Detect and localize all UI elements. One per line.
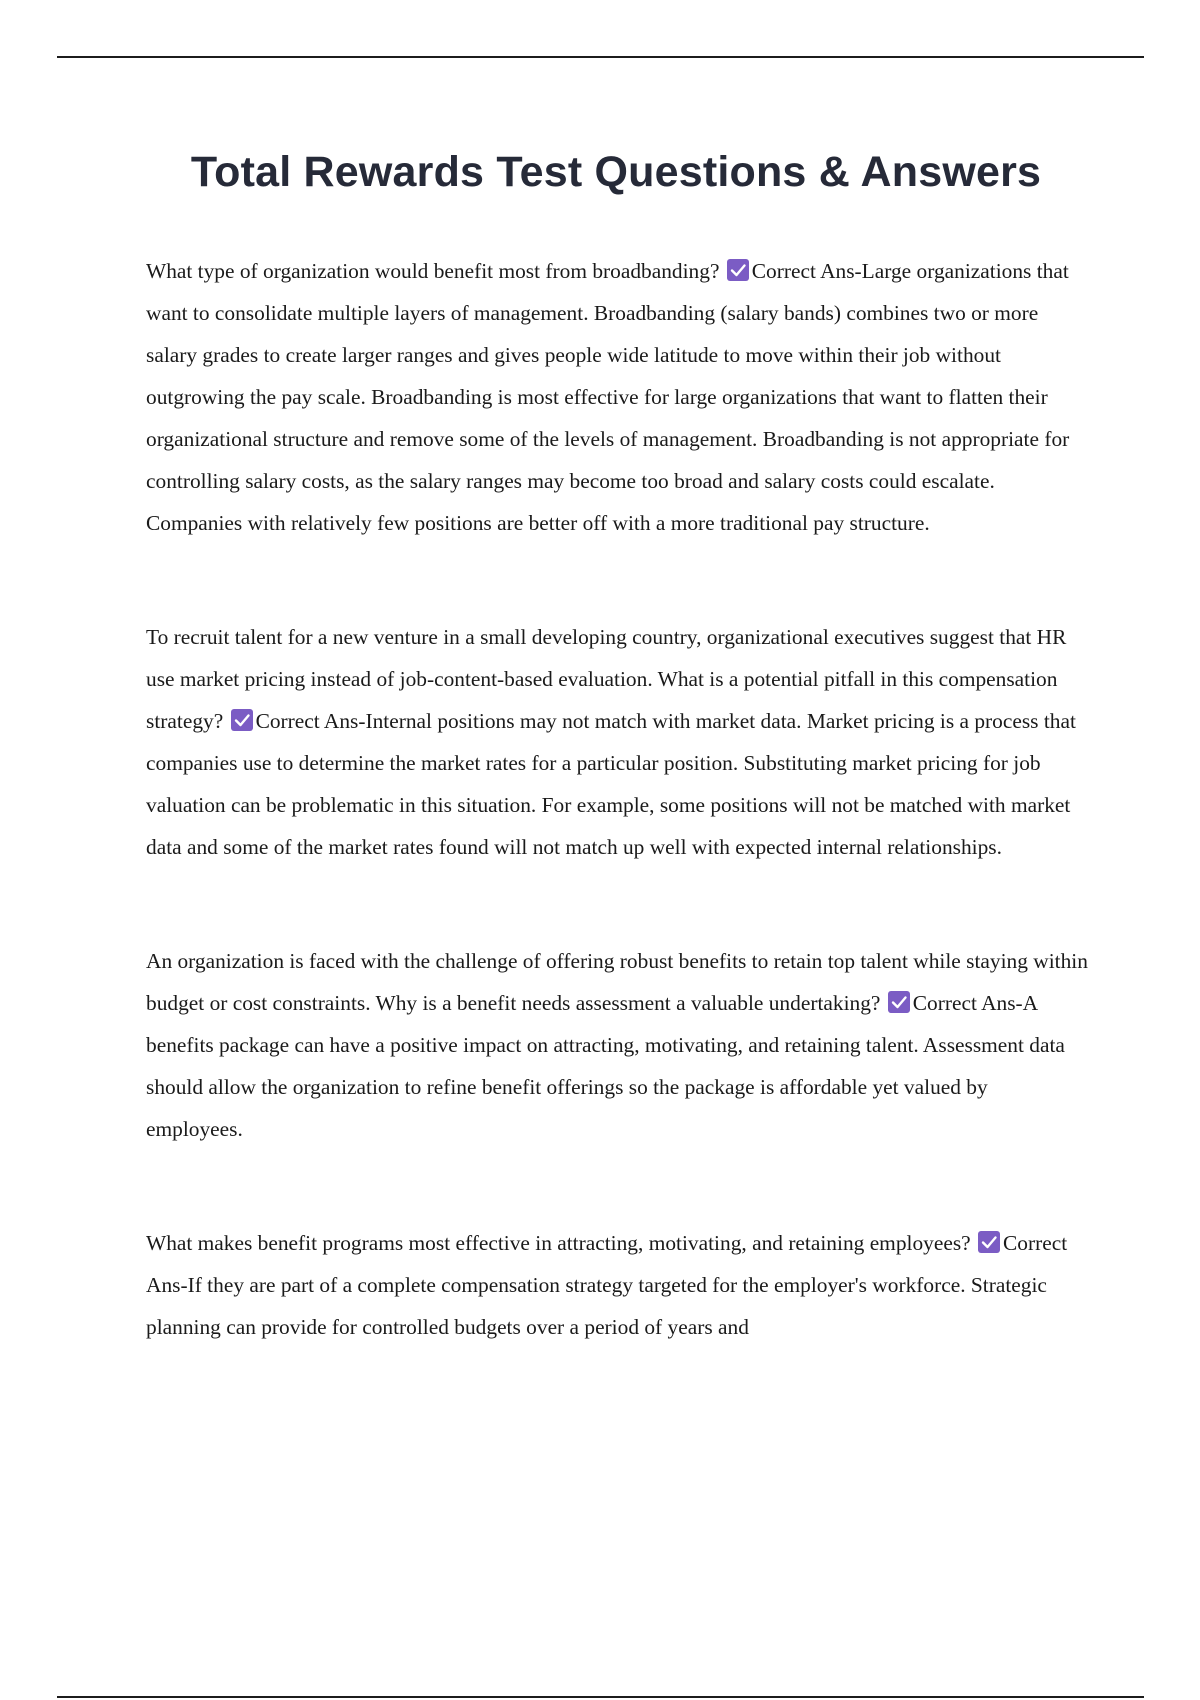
bottom-rule [57,1696,1144,1698]
question-text: An organization is faced with the challenge of offering robust benefits to retain top talent while staying within budget or cost constraints. Why is a benefit needs assessment a valuable undertaking? [146,949,1088,1015]
top-rule [57,56,1144,58]
check-box-icon [978,1231,1000,1253]
question-text: To recruit talent for a new venture in a small developing country, organizational executives suggest that HR use market pricing instead of job-content-based evaluation. What is a potential pitfall in this compensation strategy? [146,625,1067,733]
check-box-icon [231,709,253,731]
qa-item-1 [146,250,1088,544]
qa-item-3 [146,940,1088,1150]
answer-text: Correct Ans-If they are part of a complete compensation strategy targeted for the employer's workforce. Strategic planning can provide for controlled budgets over a period of years and [146,1231,1068,1339]
question-text: What type of organization would benefit most from broadbanding? [146,259,725,283]
answer-text: Correct Ans-Internal positions may not match with market data. Market pricing is a process that companies use to determine the market rates for a particular position. Substituting market pricing for job valuation can be problematic in this situation. For example, some positions will not be matched with market data and some of the market rates found will not match up well with expected internal relationships. [146,709,1076,859]
answer-text: Correct Ans-A benefits package can have a positive impact on attracting, motivating, and retaining talent. Assessment data should allow the organization to refine benefit offerings so the package is affordable yet valued by employees. [146,991,1065,1141]
answer-text: Correct Ans-Large organizations that want to consolidate multiple layers of management. Broadbanding (salary bands) combines two or more salary grades to create larger ranges and gives people wide latitude to move within their job without outgrowing the pay scale. Broadbanding is most effective for large organizations that want to flatten their organizational structure and remove some of the levels of management. Broadbanding is not appropriate for controlling salary costs, as the salary ranges may become too broad and salary costs could escalate. Companies with relatively few positions are better off with a more traditional pay structure. [146,259,1070,535]
check-box-icon [727,259,749,281]
qa-item-2 [146,616,1088,868]
check-box-icon [888,991,910,1013]
document-title: Total Rewards Test Questions & Answers [190,148,1042,196]
qa-item-4 [146,1222,1088,1348]
question-text: What makes benefit programs most effective in attracting, motivating, and retaining employees? [146,1231,977,1255]
qa-list [146,250,1088,1420]
